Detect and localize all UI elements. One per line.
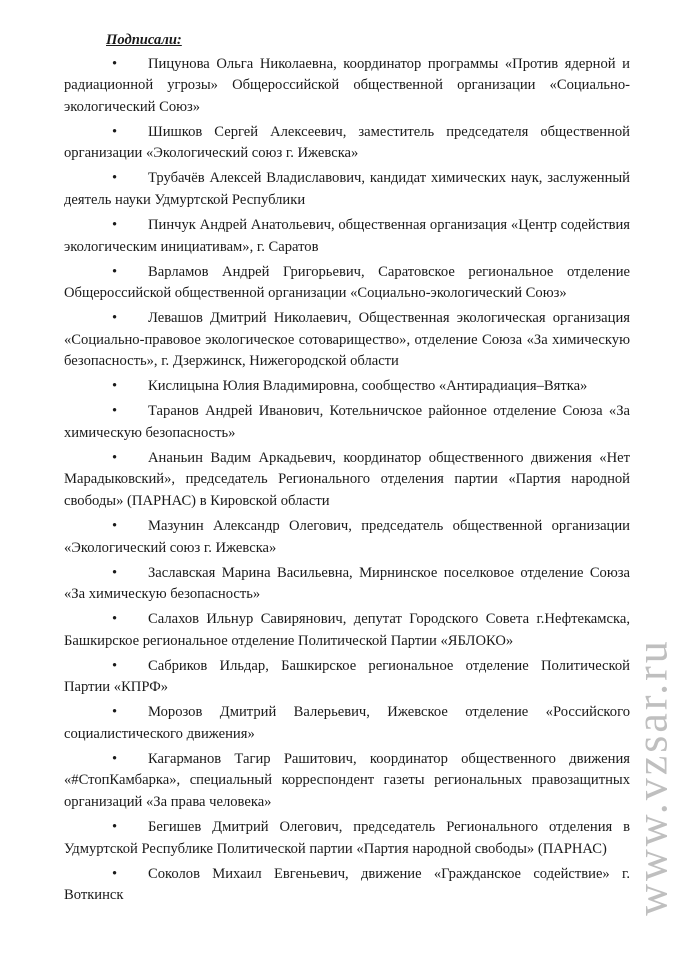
bullet-icon: • [112, 449, 118, 466]
bullet-icon: • [112, 657, 118, 674]
signatory-item [64, 864, 630, 907]
watermark-text: www.vzsar.ru [628, 638, 676, 916]
signatory-item [64, 401, 630, 444]
document-body [64, 30, 630, 910]
signatories-list [64, 54, 630, 907]
bullet-icon: • [112, 310, 118, 327]
signatory-text: Таранов Андрей Иванович, Котельничское районное отделение Союза «За химическую безопасность» [64, 403, 630, 441]
bullet-icon: • [112, 750, 118, 767]
bullet-icon: • [112, 611, 118, 628]
signatory-item [64, 215, 630, 258]
bullet-icon: • [112, 865, 118, 882]
signatory-item [64, 656, 630, 699]
signatory-text: Левашов Дмитрий Николаевич, Общественная экологическая организация «Социально-правовое экологическое сотоварищество», отделение Союза «За химическую безопасность», г. Дзержинск, Нижегородской области [64, 310, 630, 370]
signatory-text: Салахов Ильнур Савирянович, депутат Городского Совета г.Нефтекамска, Башкирское региональное отделение Политической Партии «ЯБЛОКО» [64, 611, 630, 649]
signatory-text: Варламов Андрей Григорьевич, Саратовское региональное отделение Общероссийской общественной организации «Социально-экологический Союз» [64, 263, 630, 302]
bullet-icon: • [112, 263, 118, 280]
bullet-icon: • [112, 55, 118, 72]
signatory-item [64, 448, 630, 513]
signatory-text: Пицунова Ольга Николаевна, координатор программы «Против ядерной и радиационной угрозы» Общероссийской общественной организации «Социально-экологический Союз» [64, 55, 630, 115]
signatory-text: Сабриков Ильдар, Башкирское региональное отделение Политической Партии «КПРФ» [64, 657, 630, 696]
signatory-item [64, 609, 630, 652]
signatory-item [64, 563, 630, 606]
signatory-text: Пинчук Андрей Анатольевич, общественная организация «Центр содействия экологическим инициативам», г. Саратов [64, 216, 630, 255]
signatory-item [64, 54, 630, 119]
signatory-item [64, 702, 630, 745]
signatory-text: Заславская Марина Васильевна, Мирнинское поселковое отделение Союза «За химическую безопасность» [64, 564, 630, 603]
signatory-text: Соколов Михаил Евгеньевич, движение «Гражданское содействие» г. Воткинск [64, 865, 630, 904]
signatory-text: Кагарманов Тагир Рашитович, координатор общественного движения «#СтопКамбарка», специальный корреспондент газеты региональных правозащитных организаций «За права человека» [64, 750, 630, 811]
bullet-icon: • [112, 819, 118, 836]
signatory-text: Бегишев Дмитрий Олегович, председатель Регионального отделения в Удмуртской Республике Политической партии «Партия народной свободы» (ПАРНАС) [64, 819, 630, 857]
bullet-icon: • [112, 564, 118, 581]
signatory-item [64, 308, 630, 373]
bullet-icon: • [112, 378, 118, 395]
signatory-item [64, 262, 630, 305]
signatories-heading: Подписали: [106, 32, 182, 48]
bullet-icon: • [112, 517, 118, 534]
signatory-text: Кислицына Юлия Владимировна, сообщество «Антирадиация–Вятка» [148, 378, 588, 395]
signatory-item [64, 516, 630, 559]
signatory-item [64, 168, 630, 211]
signatory-text: Трубачёв Алексей Владиславович, кандидат химических наук, заслуженный деятель науки Удмуртской Республики [64, 170, 630, 208]
watermark [628, 612, 676, 942]
signatory-item [64, 817, 630, 860]
bullet-icon: • [112, 170, 118, 187]
signatory-text: Ананьин Вадим Аркадьевич, координатор общественного движения «Нет Марадыковский», председатель Регионального отделения партии «Партия народной свободы» (ПАРНАС) в Кировской области [64, 449, 630, 509]
signatory-text: Мазунин Александр Олегович, председатель общественной организации «Экологический союз г. Ижевска» [64, 517, 630, 556]
bullet-icon: • [112, 704, 118, 721]
signatory-item [64, 376, 630, 398]
bullet-icon: • [112, 403, 118, 420]
signatory-text: Морозов Дмитрий Валерьевич, Ижевское отделение «Российского социалистического движения» [64, 704, 630, 742]
signatory-item [64, 122, 630, 165]
bullet-icon: • [112, 123, 118, 140]
bullet-icon: • [112, 216, 118, 233]
signatory-item [64, 749, 630, 814]
signatory-text: Шишков Сергей Алексеевич, заместитель председателя общественной организации «Экологический союз г. Ижевска» [64, 123, 630, 162]
